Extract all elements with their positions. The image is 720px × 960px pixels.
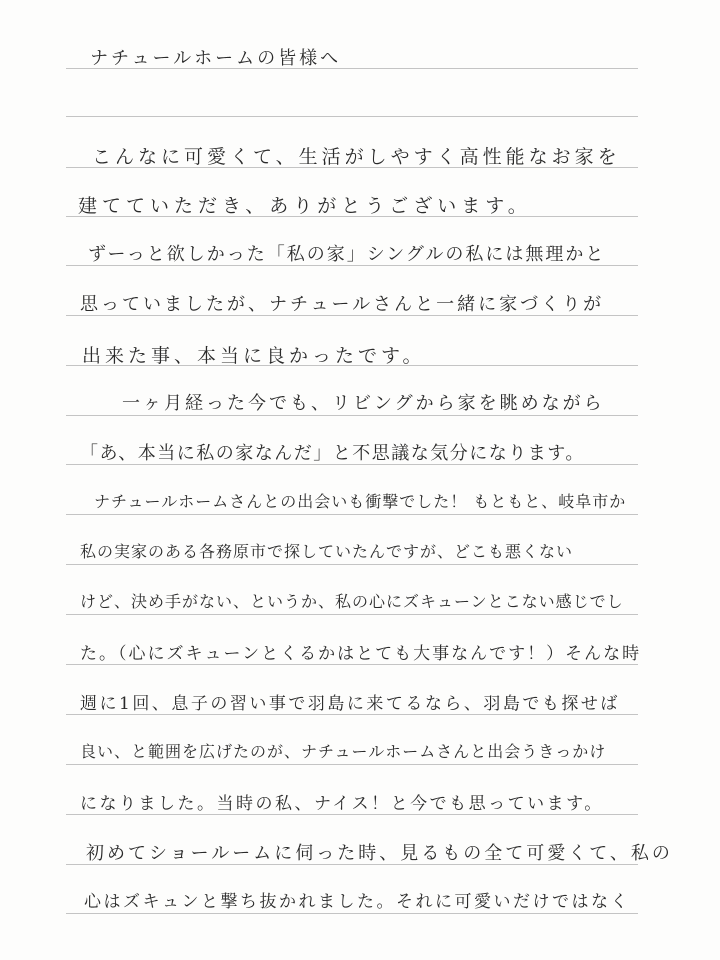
letter-line: 私の実家のある各務原市で探していたんですが、どこも悪くない — [80, 542, 574, 561]
letter-line: こんなに可愛くて、生活がしやすく高性能なお家を — [92, 146, 621, 168]
letter-line: 建てていただき、ありがとうございます。 — [78, 195, 532, 217]
letter-line: ナチュールホームさんとの出会いも衝撃でした！ もともと、岐阜市か — [94, 492, 627, 511]
letter-line: 一ヶ月経った今でも、リビングから家を眺めながら — [122, 393, 605, 414]
salutation: ナチュールホームの皆様へ — [90, 48, 342, 69]
letter-line: 週に1回、息子の習い事で羽島に来てるなら、羽島でも探せば — [80, 694, 620, 714]
ruled-line — [66, 514, 638, 515]
ruled-line — [66, 913, 638, 914]
letter-line: 「あ、本当に私の家なんだ」と不思議な気分になります。 — [80, 443, 585, 464]
ruled-line — [66, 614, 638, 615]
letter-line: 初めてショールームに伺った時、見るもの全て可愛くて、私の — [86, 843, 673, 864]
letter-line: 良い、と範囲を広げたのが、ナチュールホームさんと出会うきっかけ — [80, 742, 607, 761]
ruled-line — [66, 764, 638, 765]
ruled-line — [66, 116, 638, 117]
ruled-line — [66, 415, 638, 416]
ruled-line — [66, 664, 638, 665]
letter-line: 出来た事、本当に良かったです。 — [82, 345, 426, 367]
letter-line: た。（心にズキューンとくるかはとても大事なんです！）そんな時 — [80, 644, 642, 664]
letter-line: 思っていましたが、ナチュールさんと一緒に家づくりが — [80, 294, 605, 315]
ruled-line — [66, 714, 638, 715]
ruled-line — [66, 814, 638, 815]
ruled-line — [66, 564, 638, 565]
letter-line: 心はズキュンと撃ち抜かれました。それに可愛いだけではなく — [84, 892, 630, 912]
letter-line: になりました。当時の私、ナイス！と今でも思っています。 — [80, 794, 604, 814]
letter-line: けど、決め手がない、というか、私の心にズキューンとこない感じでし — [80, 592, 624, 611]
letter-line: ずーっと欲しかった「私の家」シングルの私には無理かと — [88, 244, 606, 265]
